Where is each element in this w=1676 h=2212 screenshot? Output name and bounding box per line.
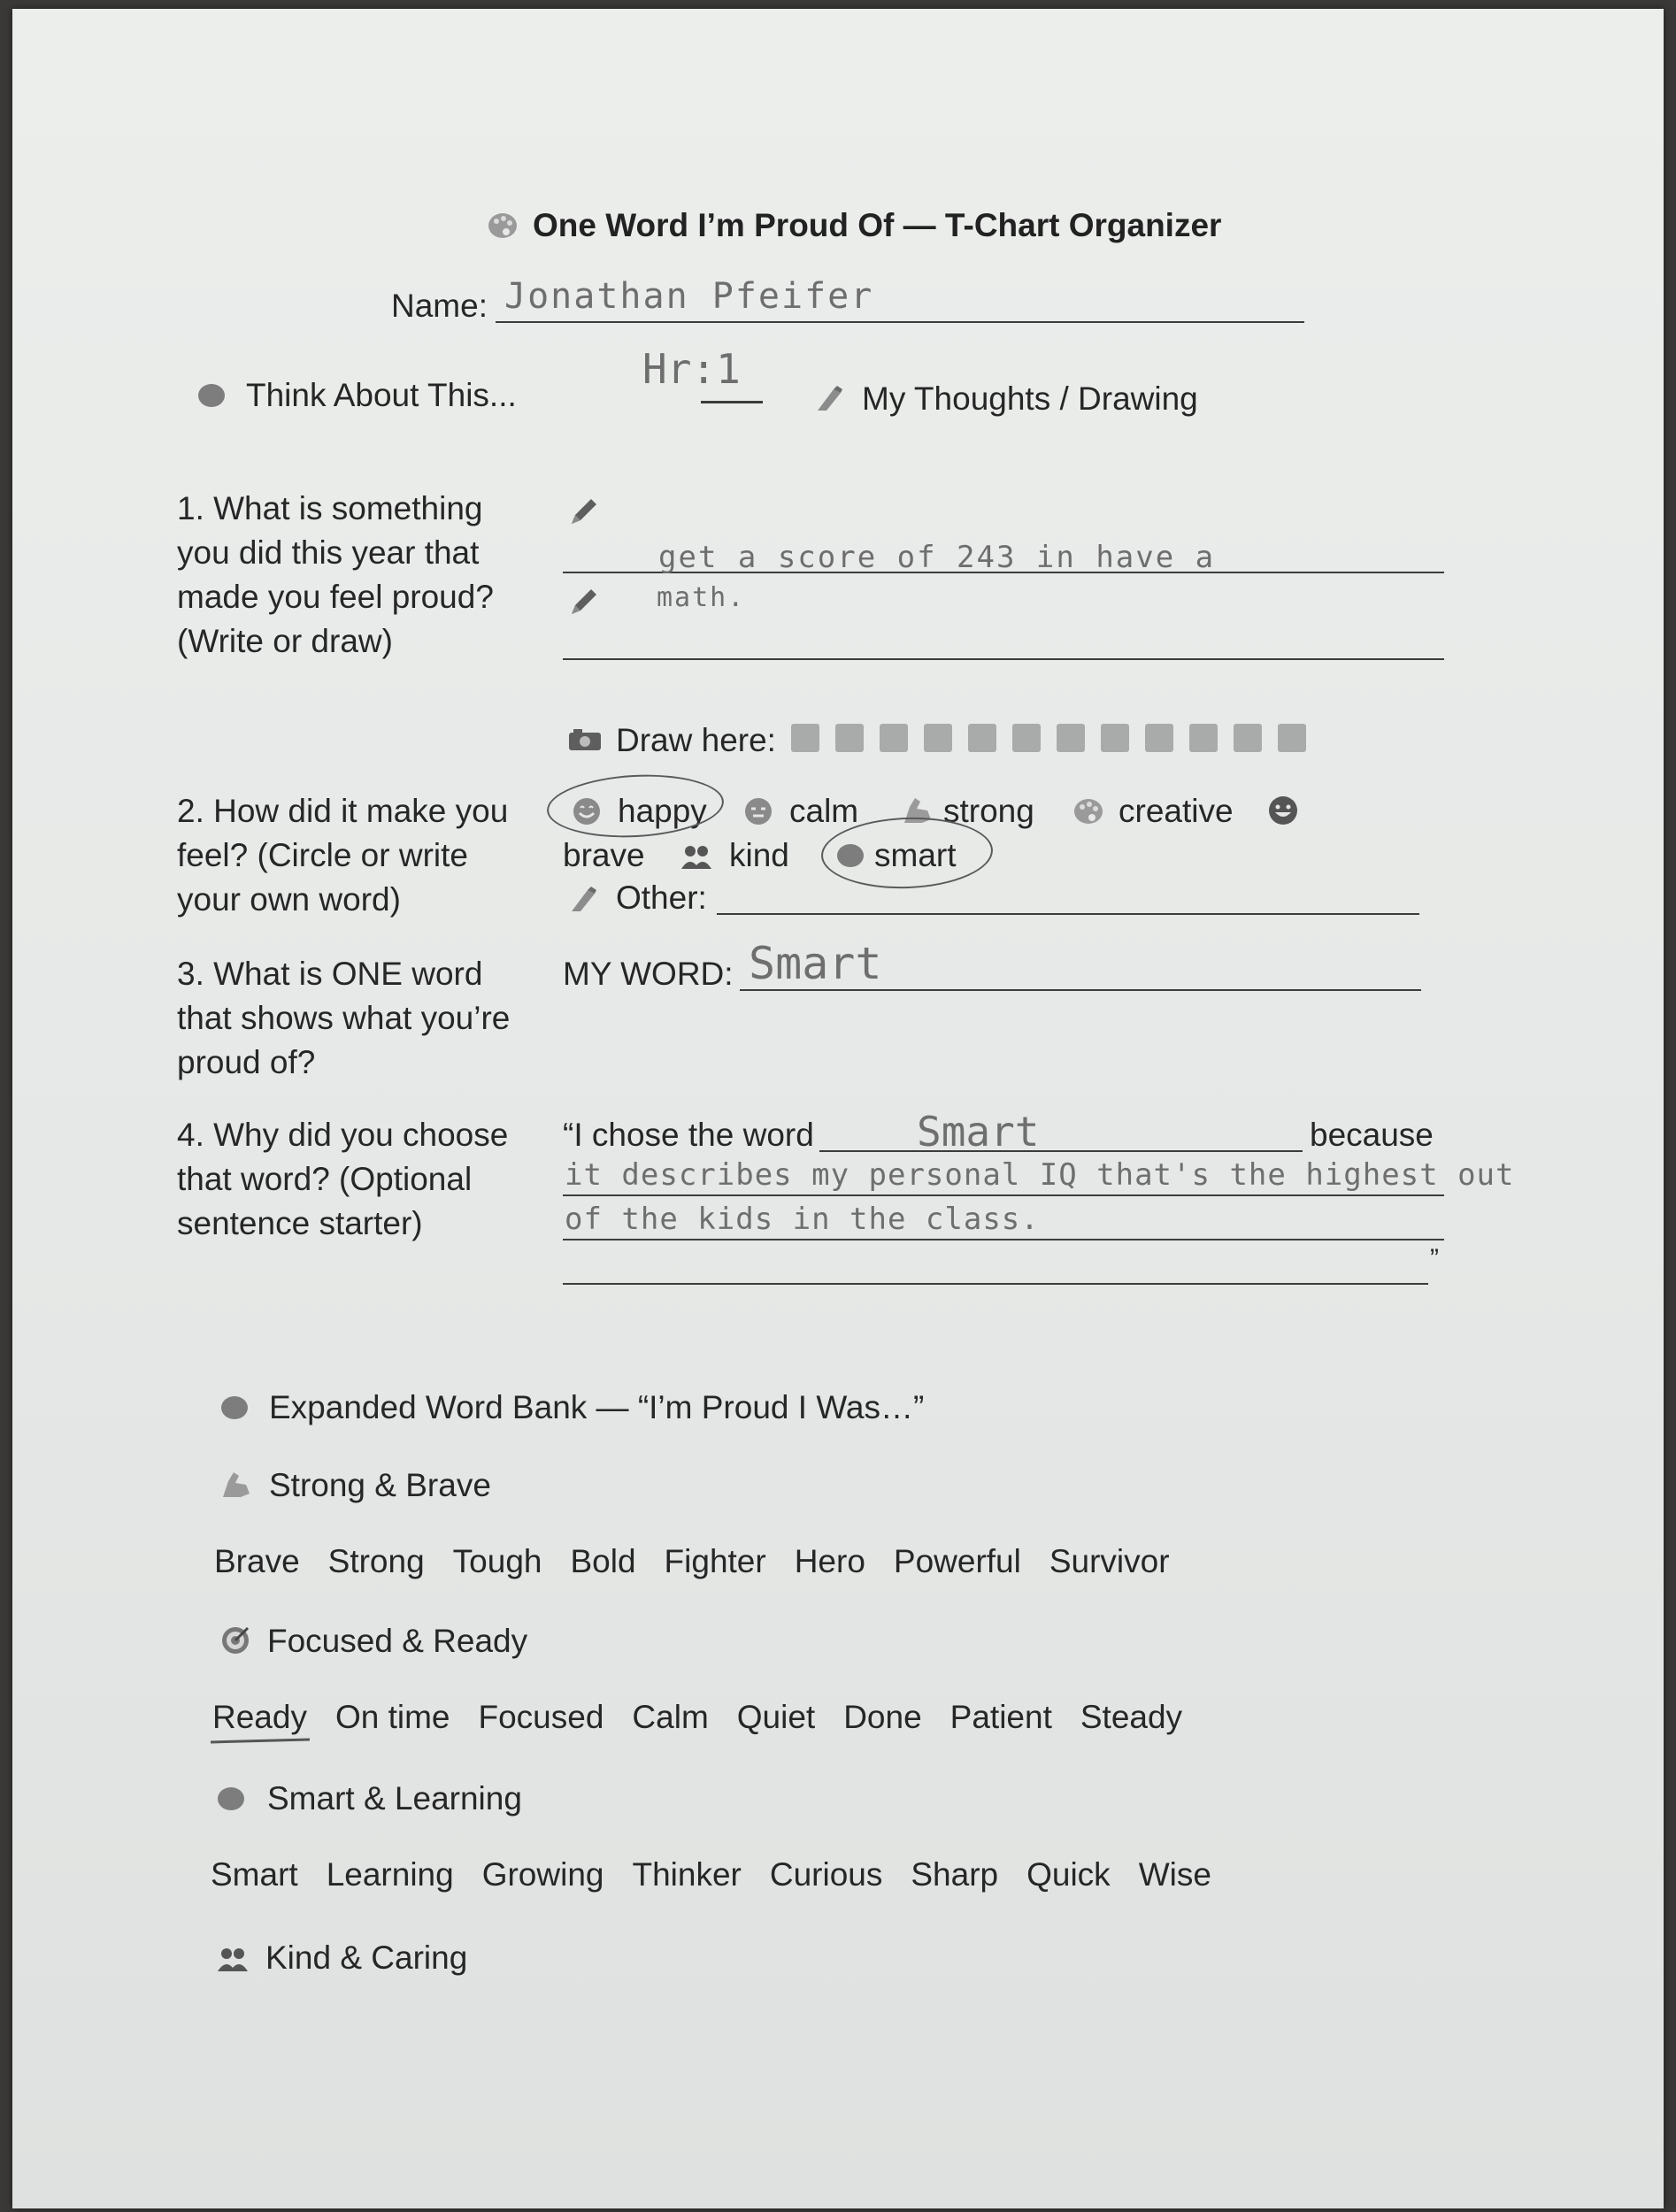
draw-square <box>1101 724 1129 752</box>
people-icon <box>680 844 713 875</box>
category-focused-ready-words: Ready On time Focused Calm Quiet Done Patient Steady <box>212 1699 1183 1735</box>
my-word-label: MY WORD: <box>563 956 734 992</box>
closing-quote: ” <box>1430 1244 1439 1273</box>
reason-line-1 <box>563 1194 1444 1196</box>
draw-square <box>1145 724 1173 752</box>
category-smart-learning: Smart & Learning <box>267 1780 522 1816</box>
class-period-underline <box>701 401 763 403</box>
speech-bubble-icon <box>221 1396 248 1419</box>
people-icon <box>216 1947 250 1978</box>
feeling-brave: brave <box>563 837 645 873</box>
category-focused-ready: Focused & Ready <box>267 1623 528 1659</box>
right-column-header: My Thoughts / Drawing <box>862 380 1198 417</box>
draw-square <box>880 724 908 752</box>
draw-square <box>791 724 819 752</box>
grin-icon <box>1267 795 1299 831</box>
answer-1-line-2 <box>563 658 1444 660</box>
palette-icon <box>1072 796 1104 831</box>
draw-square <box>968 724 996 752</box>
draw-here-label: Draw here: <box>616 722 776 758</box>
category-strong-brave: Strong & Brave <box>269 1467 491 1503</box>
reason-handwritten-line-1: it describes my personal IQ that's the highest out <box>565 1157 1515 1193</box>
draw-square <box>1012 724 1041 752</box>
question-1: 1. What is something you did this year that made you feel proud? (Write or draw) <box>177 490 494 659</box>
feeling-happy: happy <box>618 793 707 829</box>
draw-square <box>924 724 952 752</box>
answer-1-handwritten-line-2: math. <box>657 582 746 613</box>
draw-square <box>1234 724 1262 752</box>
feeling-strong: strong <box>943 793 1034 829</box>
feeling-calm: calm <box>789 793 859 829</box>
pencil-icon <box>566 494 602 534</box>
writing-hand-icon <box>814 384 846 417</box>
calm-face-icon <box>743 796 773 831</box>
reason-handwritten-line-2: of the kids in the class. <box>565 1202 1040 1237</box>
reason-line-3 <box>563 1283 1428 1285</box>
target-icon <box>219 1624 251 1661</box>
chosen-word-line <box>819 1150 1303 1152</box>
palette-icon <box>487 211 519 245</box>
name-label: Name: <box>391 288 488 324</box>
worksheet-paper <box>12 9 1664 2208</box>
answer-1-handwritten-line-1: get a score of 243 in have a <box>658 540 1216 575</box>
category-strong-brave-words: Brave Strong Tough Bold Fighter Hero Powerful Survivor <box>214 1543 1170 1579</box>
speech-bubble-icon <box>198 384 225 407</box>
reason-line-2 <box>563 1239 1444 1240</box>
feeling-creative: creative <box>1119 793 1234 829</box>
camera-icon <box>568 727 602 757</box>
flexed-arm-icon <box>219 1469 255 1505</box>
class-period-handwritten: Hr:1 <box>642 345 741 393</box>
ready-underline <box>211 1739 310 1744</box>
page-title: One Word I’m Proud Of — T-Chart Organizer <box>533 207 1222 243</box>
question-3: 3. What is ONE word that shows what you’re proud of? <box>177 956 511 1080</box>
category-kind-caring: Kind & Caring <box>265 1939 468 1976</box>
my-word-handwritten: Smart <box>749 938 882 989</box>
other-line <box>717 913 1419 915</box>
circled-happy <box>545 771 725 841</box>
other-label: Other: <box>616 879 707 916</box>
draw-square <box>1278 724 1306 752</box>
name-handwritten: Jonathan Pfeifer <box>504 276 874 317</box>
feeling-kind: kind <box>729 837 789 873</box>
category-smart-learning-words: Smart Learning Growing Thinker Curious Sharp Quick Wise <box>211 1856 1211 1893</box>
feeling-smart: smart <box>874 837 957 873</box>
draw-square <box>1189 724 1218 752</box>
question-4: 4. Why did you choose that word? (Optional sentence starter) <box>177 1117 509 1241</box>
pencil-icon <box>566 584 602 624</box>
writing-hand-icon <box>568 885 600 918</box>
sentence-starter-prefix: “I chose the word <box>563 1117 814 1153</box>
name-line <box>496 321 1304 323</box>
draw-square <box>1057 724 1085 752</box>
chosen-word-handwritten: Smart <box>917 1108 1040 1156</box>
question-2: 2. How did it make you feel? (Circle or write your own word) <box>177 793 509 918</box>
draw-square <box>835 724 864 752</box>
speech-bubble-icon <box>218 1787 244 1810</box>
word-bank-title: Expanded Word Bank — “I’m Proud I Was…” <box>269 1389 925 1425</box>
sentence-starter-because: because <box>1310 1117 1434 1153</box>
my-word-line <box>740 989 1421 991</box>
left-column-header: Think About This... <box>246 377 517 413</box>
